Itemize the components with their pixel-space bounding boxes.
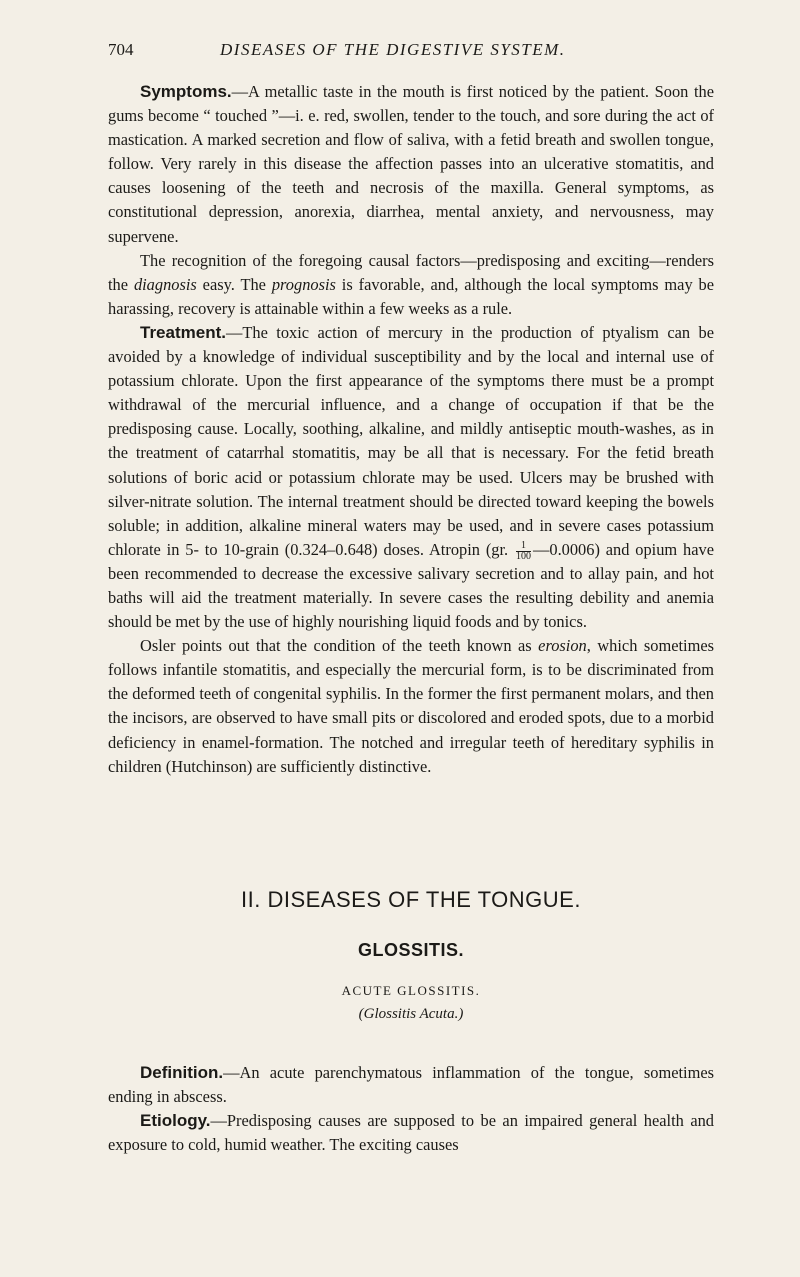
treatment-text-2: —0.0006) and opium have been recommended to decrease the excessive salivary secretion and to allay pain, and hot baths will aid the treatment materially. In severe cases the resulting debility and anemia should be met by the use of highly nourishing liquid foods and by tonics. bbox=[108, 539, 714, 632]
fraction-numerator: 1 bbox=[516, 541, 531, 552]
etiology-paragraph bbox=[108, 1109, 714, 1157]
recognition-text-3: is favorable, and, although the local symptoms may be harassing, recovery is attainable within a few weeks as a rule. bbox=[108, 274, 715, 318]
treatment-label: Treatment. bbox=[140, 322, 226, 342]
treatment-text-1: —The toxic action of mercury in the production of ptyalism can be avoided by a knowledge of individual susceptibility and by the local and internal use of potassium chlorate. Upon the first appearance of the symptoms there must be a prompt withdrawal of the mercurial influence, and a change of occupation if that be the predisposing cause. Locally, soothing, alkaline, and mildly antiseptic mouth-washes, as in the treatment of catarrhal stomatitis, may be all that is necessary. For the fetid breath solutions of boric acid or potassium chlorate may be used. Ulcers may be brushed with silver-nitrate solution. The internal treatment should be directed toward keeping the bowels soluble; in addition, alkaline mineral waters may be used, and in severe cases potassium chlorate in 5- to 10-grain (0.324–0.648) doses. Atropin (gr. bbox=[108, 322, 714, 559]
prognosis-term: prognosis bbox=[271, 274, 336, 294]
definition-paragraph bbox=[108, 1061, 714, 1109]
glossitis-text bbox=[108, 1061, 714, 1157]
osler-paragraph bbox=[108, 634, 714, 779]
running-title: DISEASES OF THE DIGESTIVE SYSTEM. bbox=[220, 40, 566, 59]
page-header bbox=[108, 40, 712, 64]
recognition-text-2: easy. The bbox=[196, 274, 272, 294]
page-number: 704 bbox=[108, 40, 134, 59]
osler-text-1: Osler points out that the condition of the teeth known as bbox=[140, 636, 539, 656]
section-header bbox=[108, 883, 714, 1025]
acute-glossitis-heading: ACUTE GLOSSITIS. bbox=[341, 983, 481, 998]
symptoms-text: —A metallic taste in the mouth is first noticed by the patient. Soon the gums become “ touched ”—i. e. red, swollen, tender to the touch, and sore during the act of mastication. A marked secretion and flow of saliva, with a fetid breath and swollen tongue, follow. Very rarely in this disease the affection passes into an ulcerative stomatitis, and causes loosening of the teeth and necrosis of the maxilla. General symptoms, as constitutional depression, anorexia, diarrhea, mental anxiety, and nervousness, may supervene. bbox=[108, 82, 714, 246]
dose-fraction bbox=[516, 541, 531, 562]
main-text bbox=[108, 80, 714, 779]
definition-text: —An acute parenchymatous inflammation of the tongue, sometimes ending in abscess. bbox=[108, 1063, 714, 1107]
recognition-paragraph bbox=[108, 249, 714, 321]
diagnosis-term: diagnosis bbox=[133, 274, 197, 294]
erosion-term: erosion bbox=[538, 636, 587, 656]
etiology-label: Etiology. bbox=[140, 1111, 211, 1131]
section-heading: II. DISEASES OF THE TONGUE. bbox=[241, 887, 581, 912]
treatment-paragraph bbox=[108, 321, 714, 634]
etiology-text: —Predisposing causes are supposed to be an impaired general health and exposure to cold, humid weather. The exciting causes bbox=[108, 1111, 714, 1155]
osler-text-2: , which sometimes follows infantile stomatitis, and especially the mercurial form, is to be discriminated from the deformed teeth of congenital syphilis. In the former the first permanent molars, and then the incisors, are observed to have small pits or discolored and eroded spots, due to a morbid deficiency in enamel-formation. The notched and irregular teeth of hereditary syphilis in children (Hutchinson) are sufficiently distinctive. bbox=[108, 636, 714, 776]
definition-label: Definition. bbox=[140, 1063, 224, 1082]
fraction-denominator: 100 bbox=[515, 550, 531, 562]
glossitis-heading: GLOSSITIS. bbox=[357, 940, 464, 960]
recognition-text-1: The recognition of the foregoing causal factors—predisposing and exciting—renders the bbox=[108, 250, 714, 294]
latin-name: (Glossitis Acuta.) bbox=[358, 1006, 464, 1022]
symptoms-label: Symptoms. bbox=[140, 82, 232, 101]
symptoms-paragraph bbox=[108, 80, 714, 249]
